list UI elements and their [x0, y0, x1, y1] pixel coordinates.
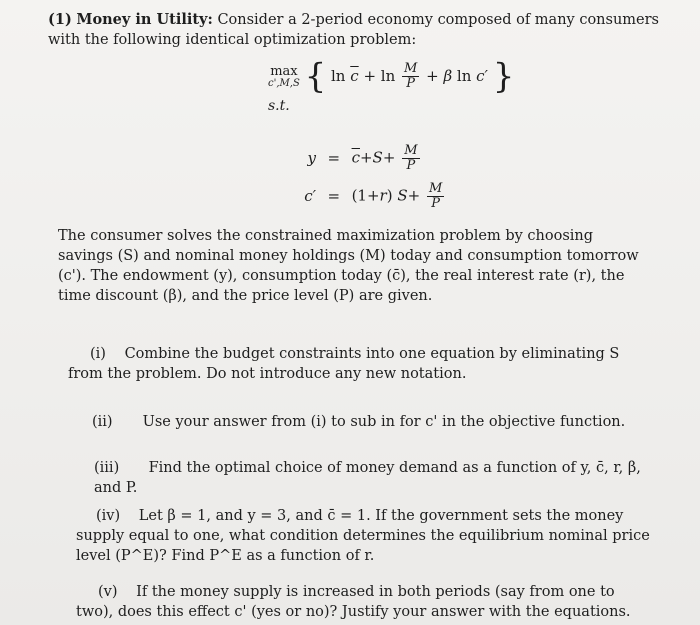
max-operator: max — [270, 63, 298, 79]
problem-title: Money in Utility: — [76, 11, 213, 28]
left-brace: { — [304, 56, 327, 97]
question-ii — [92, 412, 652, 432]
problem-heading — [48, 10, 668, 50]
question-iv — [76, 506, 654, 566]
question-text: Find the optimal choice of money demand as a function of y, c̄, r, β, and P. — [94, 460, 641, 496]
subject-to-label: s.t. — [268, 98, 290, 114]
question-iii — [94, 458, 654, 498]
question-text: Use your answer from (i) to sub in for c' in the objective function. — [142, 414, 626, 430]
right-brace: } — [492, 56, 515, 97]
question-label: (ii) — [92, 414, 113, 430]
max-subscript: c',M,S — [268, 77, 300, 89]
constraint-budget-tomorrow: c′ = (1+r) S+ $\frac{M}{P}$ — [304, 181, 443, 211]
question-label: (i) — [90, 346, 106, 362]
question-label: (iv) — [96, 508, 121, 524]
problem-lead: Consider a 2-period economy composed of many consumers with the following identical optimization problem: — [48, 12, 660, 48]
objective-block — [268, 56, 515, 97]
problem-number: (1) — [48, 11, 72, 28]
constraint-budget-today: $y = \overline{c}+S+$ $\frac{M}{P}$ — [307, 143, 418, 173]
question-text: If the money supply is increased in both periods (say from one to two), does this effect c' (yes or no)? Justify your answer with the equations. — [76, 584, 631, 620]
question-text: Combine the budget constraints into one equation by eliminating S from the problem. Do not introduce any new notation. — [68, 346, 620, 382]
question-v — [76, 582, 654, 622]
question-i — [68, 344, 656, 384]
objective-expression: $\ln \overline{c} + \ln$ $\frac{M}{P}$ + β ln c′ — [331, 61, 493, 91]
question-text: Let β = 1, and y = 3, and c̄ = 1. If the government sets the money supply equal to one, what condition determines the equilibrium nominal price level (P^E)? Find P^E as a function of r. — [76, 508, 650, 564]
problem-description: The consumer solves the constrained maximization problem by choosing savings (S) and nominal money holdings (M) today and consumption tomorrow (c'). The endowment (y), consumption today (c̄), the real interest rate (r), the time discount (β), and the price level (P) are given. — [58, 228, 639, 304]
question-label: (iii) — [94, 460, 120, 476]
question-label: (v) — [98, 584, 118, 600]
